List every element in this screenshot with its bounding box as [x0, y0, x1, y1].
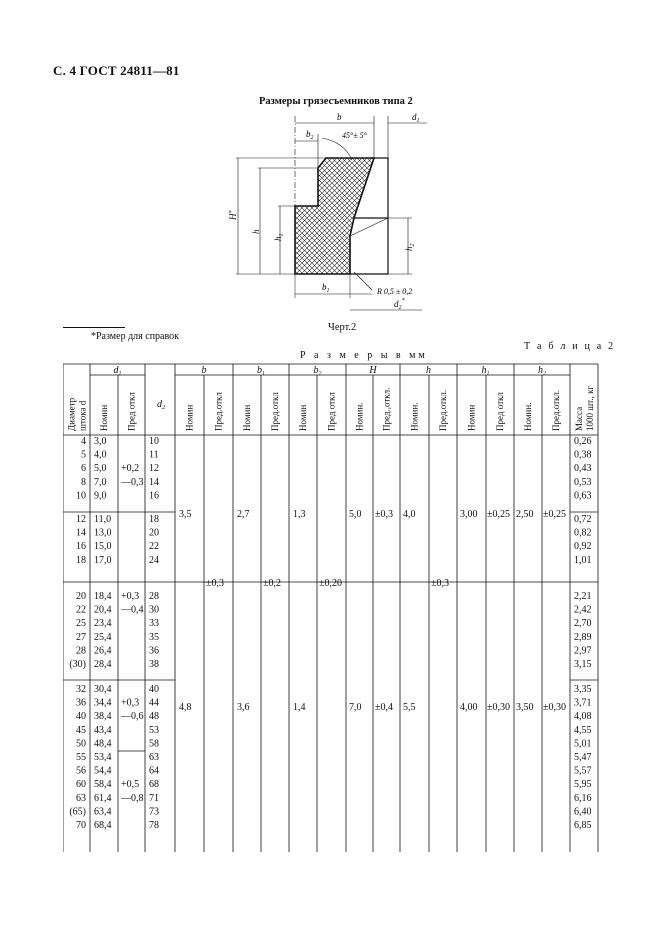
dimensions-table [63, 362, 623, 852]
cell-h1-dev: ±0,25 [487, 509, 510, 520]
cell-d1-dev: +0,3 [121, 591, 140, 602]
figure-caption: Черт.2 [328, 322, 357, 333]
cell-H-dev: ±0,3 [375, 509, 393, 520]
cell-mass: 1,01 [574, 554, 592, 566]
cell-d: 20 [76, 591, 86, 602]
cell-d1: 34,4 [94, 697, 112, 709]
cell-d2: 16 [149, 490, 159, 502]
group-header-b: b [201, 365, 207, 376]
cell-d: 63 [76, 792, 86, 804]
cell-d2: 71 [149, 792, 159, 804]
cell-mass: 0,63 [574, 490, 592, 502]
col-header: Пред.откл. [438, 389, 448, 431]
cell-h1: 3,00 [460, 509, 478, 520]
group-header-h1: $h_1$ [481, 365, 490, 377]
cell-mass: 3,35 [574, 684, 592, 695]
cell-d: 60 [76, 779, 86, 791]
col-header: 1000 шт., кг [585, 385, 595, 431]
cell-d2: 35 [149, 631, 159, 643]
cell-d2: 36 [149, 645, 159, 657]
cell-d1: 53,4 [94, 752, 112, 763]
col-header: Пред.откл [270, 392, 280, 431]
cell-d1: 28,4 [94, 659, 112, 670]
cell-b2: 1,3 [293, 509, 306, 520]
cell-d2: 14 [149, 476, 159, 488]
cell-b: 3,5 [179, 509, 192, 520]
cell-H: 5,0 [349, 509, 362, 520]
cell-d1: 48,4 [94, 738, 112, 750]
cell-d: 8 [81, 476, 86, 488]
cell-mass: 2,97 [574, 645, 592, 657]
cell-d1-dev: +0,5 [121, 779, 140, 791]
col-header: Номин [99, 404, 109, 431]
cell-d2: 38 [149, 659, 159, 670]
cell-mass: 0,26 [574, 436, 592, 447]
col-header: Диаметр [66, 397, 77, 431]
cell-d: 16 [76, 541, 86, 553]
cell-d1: 11,0 [94, 514, 112, 525]
group-header-H: H [369, 365, 377, 376]
cell-d: 56 [76, 765, 86, 777]
col-header: Пред.откл. [551, 389, 561, 431]
cell-d: 10 [76, 490, 86, 502]
col-header: Номин. [523, 402, 533, 431]
cell-mass: 5,57 [574, 765, 592, 777]
col-header-d2: $d_2$ [157, 399, 165, 411]
cell-d2: 12 [149, 463, 159, 475]
page-header: С. 4 ГОСТ 24811—81 [53, 63, 180, 78]
cell-mass: 4,08 [574, 711, 592, 723]
cell-mass: 3,71 [574, 697, 592, 709]
cell-d2: 11 [149, 449, 159, 461]
cell-h: 5,5 [403, 702, 416, 713]
table-units: Р а з м е р ы в мм [300, 350, 428, 361]
cell-d2: 30 [149, 604, 159, 616]
cell-d: 25 [76, 618, 86, 630]
wiper-section [295, 158, 374, 274]
cell-H: 7,0 [349, 702, 362, 713]
cell-mass: 2,21 [574, 591, 592, 602]
dim-d2-label: $d_2^*$ [394, 298, 405, 311]
cell-d: 18 [76, 554, 86, 566]
wiper-drawing [222, 108, 432, 318]
cell-mass: 0,53 [574, 476, 592, 488]
cell-d2: 18 [149, 514, 159, 525]
cell-mass: 0,92 [574, 541, 592, 553]
cell-d2: 58 [149, 738, 159, 750]
cell-d1: 3,0 [94, 436, 107, 447]
cell-d2: 24 [149, 554, 159, 566]
cell-d: 36 [76, 697, 86, 709]
cell-mass: 3,15 [574, 659, 592, 670]
dim-d1-label: $d_1$ [412, 112, 420, 124]
cell-d: 50 [76, 738, 86, 750]
group-header-b1: $b_1$ [257, 365, 265, 377]
cell-h2: 2,50 [516, 509, 534, 520]
cell-mass: 6,16 [574, 792, 592, 804]
cell-d2: 53 [149, 724, 159, 736]
cell-d: 70 [76, 820, 86, 831]
cell-h1: 4,00 [460, 702, 478, 713]
dim-H-label: H* [228, 210, 238, 220]
table-label: Т а б л и ц а 2 [524, 341, 616, 352]
cell-d2: 63 [149, 752, 159, 763]
cell-d: 55 [76, 752, 86, 763]
cell-mass: 0,38 [574, 449, 592, 461]
cell-d1: 25,4 [94, 631, 112, 643]
cell-d1-dev: —0,3 [121, 476, 144, 488]
cell-b1: 3,6 [237, 702, 250, 713]
cell-mass: 0,43 [574, 463, 592, 475]
cell-mass: 0,72 [574, 514, 592, 525]
group-header-d1: $d_1$ [113, 365, 122, 377]
cell-d1: 17,0 [94, 554, 112, 566]
col-header: Пред откл [326, 392, 337, 431]
cell-d2: 48 [149, 711, 159, 723]
col-header: Пред откл [126, 392, 137, 431]
cell-d1: 54,4 [94, 765, 112, 777]
cell-d1: 5,0 [94, 463, 107, 475]
cell-d1: 61,4 [94, 792, 112, 804]
cell-d1: 7,0 [94, 476, 107, 488]
cell-b2-dev: ±0,20 [319, 578, 342, 589]
cell-d: 22 [76, 604, 86, 616]
cell-d: 12 [76, 514, 86, 525]
cell-d: 5 [81, 449, 86, 461]
cell-mass: 2,89 [574, 631, 592, 643]
cell-d1: 38,4 [94, 711, 112, 723]
cell-d2: 64 [149, 765, 159, 777]
cell-mass: 6,85 [574, 820, 592, 831]
cell-h2: 3,50 [516, 702, 534, 713]
footnote-rule [63, 327, 125, 328]
angle-label: 45°± 5° [342, 131, 367, 140]
cell-mass: 6,40 [574, 806, 592, 818]
cell-d1: 30,4 [94, 684, 112, 695]
cell-d: (30) [69, 659, 86, 670]
cell-d2: 44 [149, 697, 159, 709]
cell-b: 4,8 [179, 702, 192, 713]
cell-b1-dev: ±0,2 [263, 578, 281, 589]
cell-d2: 33 [149, 618, 159, 630]
col-header: Номин [298, 404, 308, 431]
cell-h1-dev: ±0,30 [487, 702, 510, 713]
cell-d1: 26,4 [94, 645, 112, 657]
cell-d2: 68 [149, 779, 159, 791]
cell-H-dev: ±0,4 [375, 702, 393, 713]
cell-b-dev: ±0,3 [206, 578, 224, 589]
cell-b2: 1,4 [293, 702, 306, 713]
cell-d1-dev: +0,3 [121, 697, 140, 709]
cell-d1: 58,4 [94, 779, 112, 791]
dim-b1-label: $b_1$ [322, 282, 330, 294]
cell-d1: 63,4 [94, 806, 112, 818]
cell-h2-dev: ±0,25 [543, 509, 566, 520]
col-header: Номин. [409, 402, 420, 431]
cell-d: (65) [69, 806, 86, 818]
col-header: Пред.откл [213, 392, 224, 431]
cell-d2: 78 [149, 820, 159, 831]
cell-d2: 22 [149, 541, 159, 553]
cell-mass: 0,82 [574, 527, 592, 539]
cell-mass: 5,95 [574, 779, 592, 791]
dim-h2-label: $h_2$ [404, 243, 416, 251]
cell-d: 14 [76, 527, 86, 539]
cell-d1-dev: +0,2 [121, 463, 140, 475]
cell-h: 4,0 [403, 509, 416, 520]
group-header-h2: $h_2$ [538, 365, 546, 377]
col-header: Масса [574, 406, 584, 431]
cell-d1: 20,4 [94, 604, 112, 616]
cell-d1: 23,4 [94, 618, 112, 630]
cell-d1-dev: —0,4 [121, 604, 144, 616]
col-header: Номин. [354, 402, 365, 431]
cell-d: 40 [76, 711, 86, 723]
cell-d2: 28 [149, 591, 159, 602]
group-header-b2: $b_2$ [313, 365, 322, 377]
cell-d1: 15,0 [94, 541, 112, 553]
cell-b1: 2,7 [237, 509, 250, 520]
cell-d: 6 [81, 463, 86, 475]
cell-d1: 9,0 [94, 490, 107, 502]
group-header-h: h [426, 365, 431, 376]
cell-mass: 5,01 [574, 738, 592, 750]
cell-d2: 73 [149, 806, 159, 818]
cell-d2: 20 [149, 527, 159, 539]
cell-mass: 2,70 [574, 618, 592, 630]
cell-d1: 13,0 [94, 527, 112, 539]
cell-d: 27 [76, 631, 86, 643]
cell-d1: 18,4 [94, 591, 112, 602]
cell-d1: 43,4 [94, 724, 112, 736]
cell-d: 45 [76, 724, 86, 736]
cell-d1: 68,4 [94, 820, 112, 831]
cell-d: 32 [76, 684, 86, 695]
cell-d1-dev: —0,6 [121, 711, 144, 723]
cell-mass: 4,55 [574, 724, 592, 736]
dim-b2-label: $b_2$ [306, 129, 314, 141]
footnote: *Размер для справок [91, 331, 179, 342]
cell-mass: 5,47 [574, 752, 592, 763]
cell-mass: 2,42 [574, 604, 592, 616]
dim-b-label: b [337, 112, 342, 122]
dim-h1-label: $h_1$ [273, 233, 285, 241]
figure-title: Размеры грязесъемников типа 2 [259, 96, 413, 107]
cell-d: 4 [81, 436, 86, 447]
cell-d1: 4,0 [94, 449, 107, 461]
angle-arc [322, 138, 352, 160]
cell-d: 28 [76, 645, 86, 657]
cell-h-dev: ±0,3 [431, 578, 449, 589]
col-header: штока d [77, 400, 88, 431]
cell-h2-dev: ±0,30 [543, 702, 566, 713]
col-header: Номин [184, 404, 195, 431]
cell-d2: 10 [149, 436, 159, 447]
cell-d1-dev: —0,8 [121, 792, 144, 804]
col-header: Пред.,откл. [381, 387, 392, 431]
radius-label: R 0,5 ± 0,2 [377, 287, 413, 296]
col-header: Номин [242, 404, 252, 431]
col-header: Номин [466, 404, 477, 431]
col-header: Пред откл [495, 392, 505, 431]
cell-d2: 40 [149, 684, 159, 695]
dim-h-label: h [251, 229, 261, 234]
